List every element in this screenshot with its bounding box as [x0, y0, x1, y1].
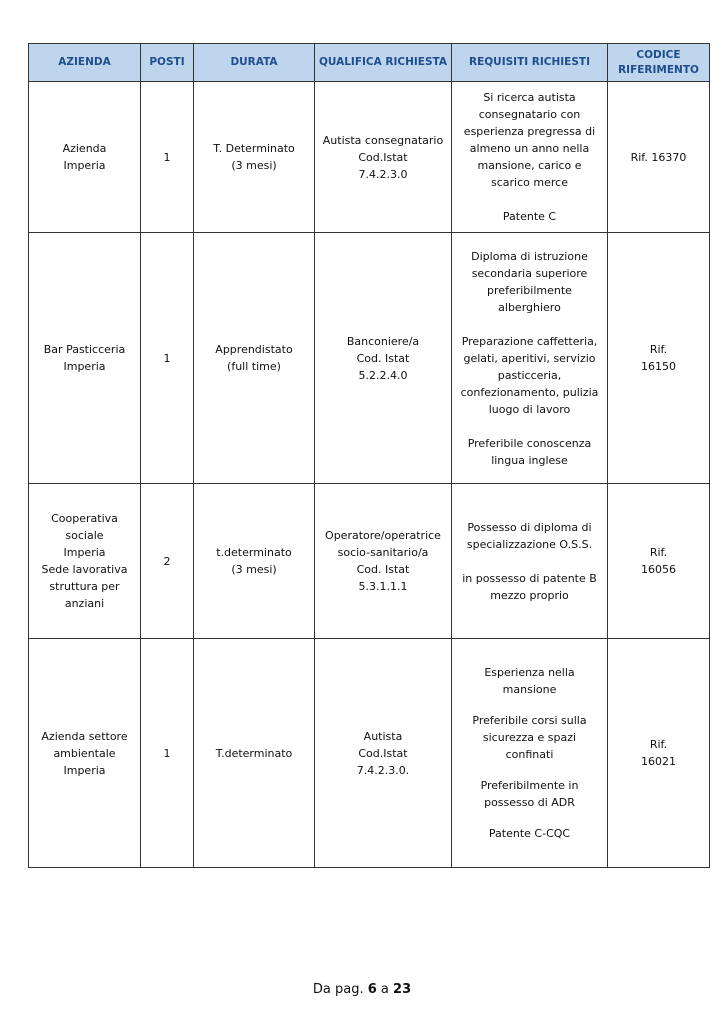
- job-offers-table: [28, 43, 710, 868]
- table-row: [29, 233, 710, 484]
- requisiti-line: esperienza pregressa di: [463, 125, 596, 138]
- cell-qualifica: [315, 82, 452, 233]
- header-codice-line2: RIFERIMENTO: [618, 63, 699, 76]
- qualifica-line: Banconiere/a: [346, 334, 420, 348]
- codice-line: 16021: [641, 755, 676, 768]
- spacer: [456, 698, 603, 712]
- cell-durata: [194, 484, 315, 639]
- qualifica-line: Cod.Istat: [358, 150, 408, 164]
- cell-posti: 1: [141, 639, 194, 868]
- requisiti-line: possesso di ADR: [484, 796, 575, 809]
- cell-durata: [194, 639, 315, 868]
- footer-total-pages: 23: [393, 982, 412, 997]
- cell-requisiti: [452, 639, 608, 868]
- cell-posti: 1: [141, 82, 194, 233]
- cell-azienda: [29, 233, 141, 484]
- spacer: [456, 316, 603, 333]
- requisiti-line: consegnatario con: [478, 108, 581, 121]
- durata-line: T.determinato: [215, 746, 293, 760]
- header-posti: POSTI: [141, 44, 194, 82]
- cell-requisiti: [452, 233, 608, 484]
- codice-line: Rif. 16370: [630, 150, 687, 164]
- azienda-line: anziani: [64, 597, 105, 610]
- header-qualifica: QUALIFICA RICHIESTA: [315, 44, 452, 82]
- requisiti-line: specializzazione O.S.S.: [466, 537, 593, 551]
- table-row: [29, 484, 710, 639]
- requisiti-line: sicurezza e spazi: [482, 731, 577, 744]
- requisiti-line: luogo di lavoro: [488, 402, 571, 416]
- spacer: [456, 763, 603, 777]
- qualifica-line: Cod.Istat: [358, 746, 408, 760]
- cell-posti: 2: [141, 484, 194, 639]
- header-durata: DURATA: [194, 44, 315, 82]
- spacer: [456, 418, 603, 435]
- cell-codice: [608, 484, 710, 639]
- requisiti-line: Patente C-CQC: [488, 827, 571, 840]
- qualifica-line: 7.4.2.3.0: [358, 167, 408, 181]
- requisiti-line: preferibilmente: [487, 283, 572, 297]
- requisiti-line: Esperienza nella: [484, 666, 575, 679]
- azienda-line: struttura per: [49, 580, 120, 593]
- requisiti-line: almeno un anno nella: [469, 142, 590, 155]
- cell-posti: 1: [141, 233, 194, 484]
- footer-current-page: 6: [367, 982, 377, 997]
- azienda-line: Imperia: [63, 763, 106, 777]
- cell-durata: [194, 233, 315, 484]
- durata-line: (3 mesi): [231, 563, 277, 576]
- azienda-line: Sede lavorativa: [41, 563, 128, 576]
- footer-separator: a: [380, 982, 389, 997]
- durata-line: (full time): [227, 360, 281, 373]
- cell-azienda: [29, 639, 141, 868]
- requisiti-line: Preferibile corsi sulla: [472, 714, 587, 727]
- codice-line: 16056: [641, 563, 676, 576]
- cell-azienda: [29, 484, 141, 639]
- codice-line: 16150: [641, 360, 676, 373]
- qualifica-line: 5.3.1.1.1: [358, 580, 408, 593]
- requisiti-line: pasticceria,: [497, 368, 562, 382]
- requisiti-line: Preferibilmente in: [480, 779, 579, 792]
- footer-prefix: Da pag.: [312, 982, 364, 997]
- cell-qualifica: [315, 233, 452, 484]
- azienda-line: Azienda settore: [41, 729, 128, 743]
- azienda-line: Bar Pasticceria: [43, 343, 126, 356]
- cell-requisiti: [452, 82, 608, 233]
- requisiti-line: mansione, carico e: [477, 159, 582, 172]
- qualifica-line: Cod. Istat: [356, 563, 410, 576]
- spacer: [456, 811, 603, 825]
- header-requisiti: REQUISITI RICHIESTI: [452, 44, 608, 82]
- header-codice-line1: CODICE: [636, 48, 681, 61]
- requisiti-line: lingua inglese: [491, 453, 568, 467]
- requisiti-line: confinati: [505, 748, 554, 761]
- requisiti-line: Diploma di istruzione: [471, 249, 588, 263]
- azienda-line: Cooperativa: [51, 512, 118, 525]
- azienda-line: Imperia: [63, 159, 106, 172]
- requisiti-line: Si ricerca autista: [483, 91, 576, 104]
- azienda-line: sociale: [65, 529, 104, 542]
- cell-qualifica: [315, 484, 452, 639]
- requisiti-line: mansione: [502, 683, 557, 696]
- qualifica-line: socio-sanitario/a: [337, 546, 429, 559]
- header-codice: [608, 44, 710, 82]
- requisiti-line: Preparazione caffetteria,: [461, 334, 598, 348]
- requisiti-line: Preferibile conoscenza: [467, 436, 592, 450]
- page-footer: [0, 982, 724, 997]
- spacer: [456, 191, 603, 208]
- azienda-line: Imperia: [63, 360, 106, 373]
- table-row: [29, 82, 710, 233]
- requisiti-line: Possesso di diploma di: [467, 520, 592, 534]
- durata-line: (3 mesi): [231, 159, 277, 172]
- qualifica-line: 7.4.2.3.0.: [356, 763, 410, 777]
- requisiti-line: mezzo proprio: [490, 588, 569, 602]
- codice-line: Rif.: [649, 546, 668, 559]
- requisiti-line: confezionamento, pulizia: [460, 385, 599, 399]
- durata-line: t.determinato: [216, 546, 292, 559]
- table-row: [29, 639, 710, 868]
- qualifica-line: Autista consegnatario: [322, 133, 444, 147]
- requisiti-line: secondaria superiore: [471, 266, 588, 280]
- spacer: [456, 553, 603, 570]
- header-azienda: AZIENDA: [29, 44, 141, 82]
- azienda-line: Imperia: [63, 546, 106, 559]
- cell-qualifica: [315, 639, 452, 868]
- cell-codice: [608, 233, 710, 484]
- requisiti-line: gelati, aperitivi, servizio: [463, 351, 596, 365]
- cell-durata: [194, 82, 315, 233]
- codice-line: Rif.: [649, 738, 668, 751]
- cell-azienda: [29, 82, 141, 233]
- qualifica-line: Operatore/operatrice: [325, 529, 441, 542]
- durata-line: T. Determinato: [213, 142, 295, 155]
- cell-requisiti: [452, 484, 608, 639]
- cell-codice: [608, 82, 710, 233]
- requisiti-line: alberghiero: [498, 300, 561, 314]
- qualifica-line: Cod. Istat: [356, 351, 410, 365]
- azienda-line: Azienda: [62, 142, 107, 155]
- table-header-row: [29, 44, 710, 82]
- codice-line: Rif.: [649, 343, 668, 356]
- requisiti-line: scarico merce: [491, 176, 568, 189]
- qualifica-line: Autista: [363, 729, 403, 743]
- cell-codice: [608, 639, 710, 868]
- requisiti-line: in possesso di patente B: [462, 571, 597, 585]
- qualifica-line: 5.2.2.4.0: [358, 368, 408, 382]
- durata-line: Apprendistato: [215, 343, 293, 356]
- requisiti-line: Patente C: [502, 210, 557, 223]
- azienda-line: ambientale: [53, 746, 116, 760]
